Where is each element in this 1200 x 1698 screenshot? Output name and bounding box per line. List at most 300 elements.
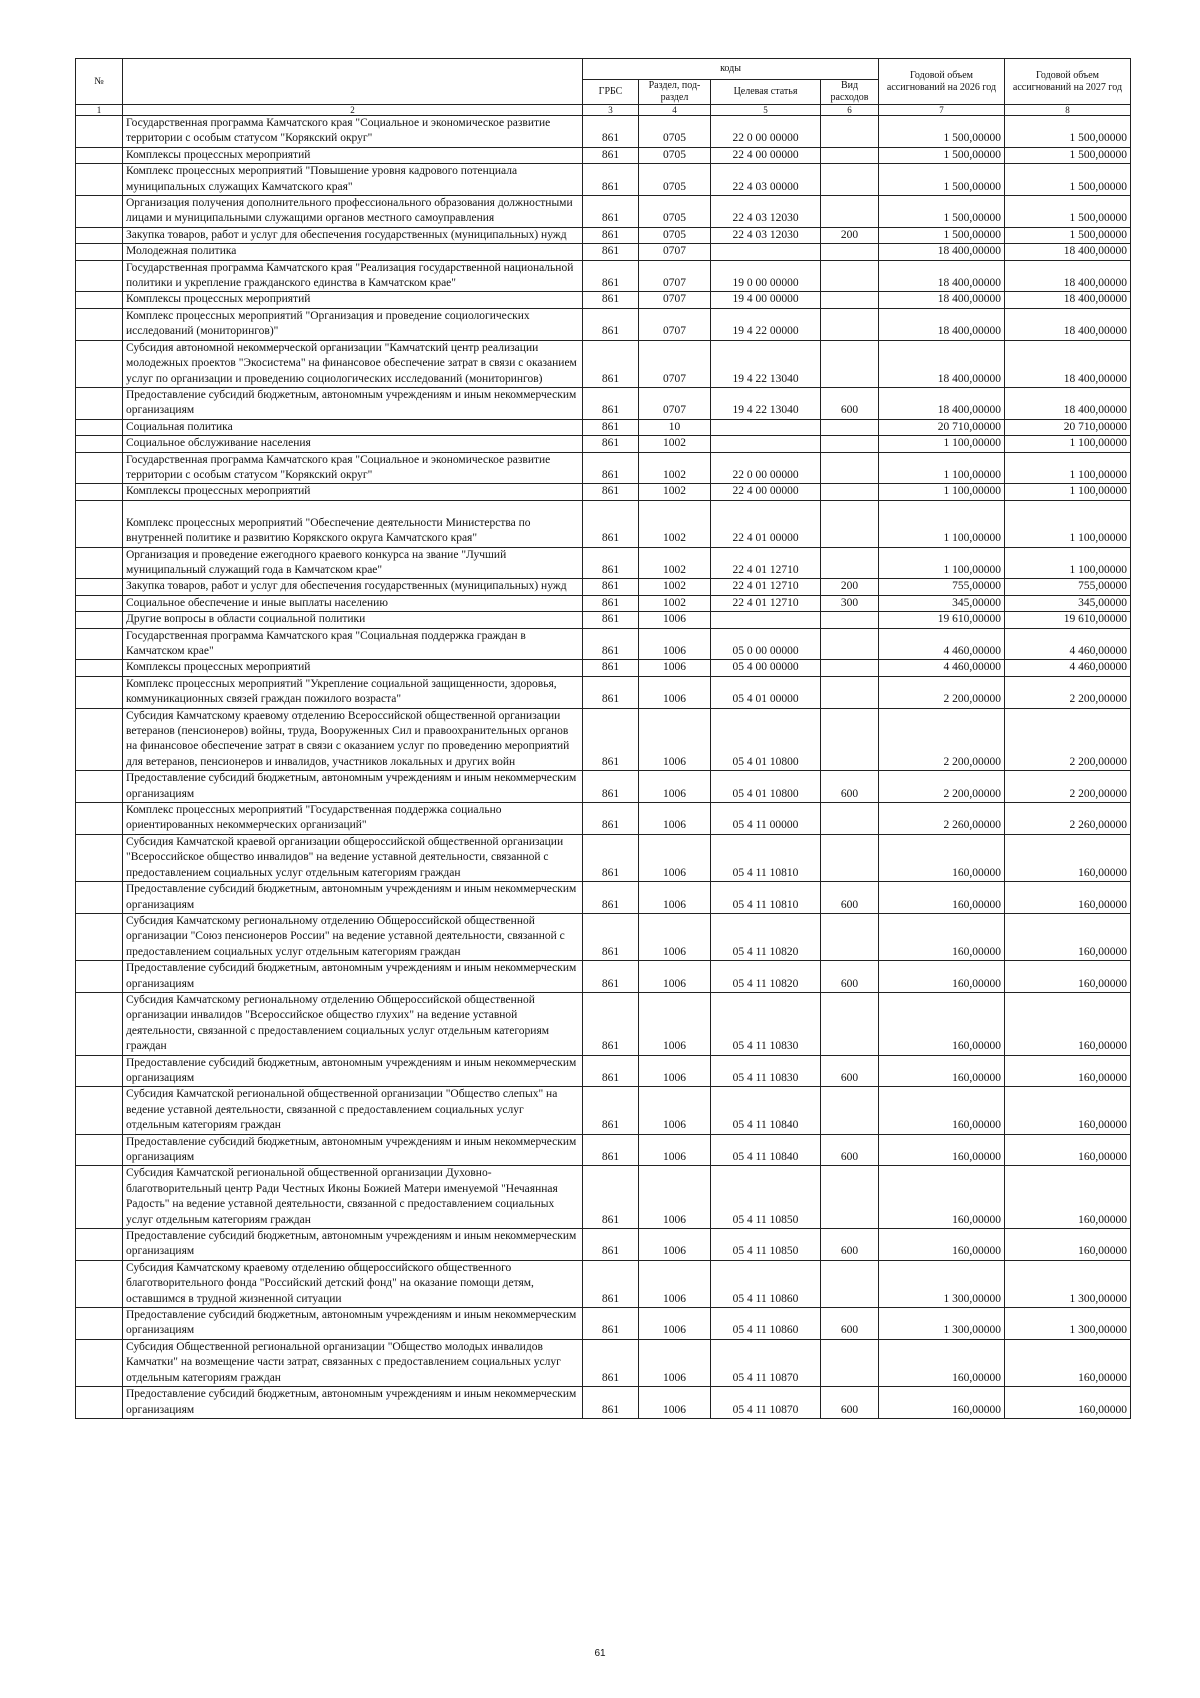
row-2027-cell: 160,00000	[1005, 1055, 1131, 1087]
row-2027-cell: 160,00000	[1005, 1229, 1131, 1261]
row-number-cell	[76, 1055, 123, 1087]
row-name-cell: Предоставление субсидий бюджетным, автономным учреждениям и иным некоммерческим организациям	[123, 387, 583, 419]
row-kind-cell: 300	[821, 595, 879, 611]
row-name-cell: Субсидия Камчатскому краевому отделению общероссийского общественного благотворительного фонда "Российский детский фонд" на оказание помощи детям, оставшимся в трудной жизненной ситуации	[123, 1260, 583, 1307]
table-row	[76, 196, 1131, 228]
row-target-cell: 22 4 00 00000	[711, 147, 821, 163]
table-row	[76, 1339, 1131, 1386]
row-target-cell: 05 4 11 10870	[711, 1339, 821, 1386]
row-section-cell: 1006	[639, 834, 711, 881]
row-2027-cell: 1 500,00000	[1005, 164, 1131, 196]
row-section-cell: 1006	[639, 628, 711, 660]
row-target-cell: 19 4 22 13040	[711, 387, 821, 419]
row-number-cell	[76, 116, 123, 148]
row-name-cell: Комплексы процессных мероприятий	[123, 292, 583, 308]
row-2027-cell: 2 200,00000	[1005, 771, 1131, 803]
row-target-cell: 19 0 00 00000	[711, 260, 821, 292]
row-number-cell	[76, 834, 123, 881]
row-2026-cell: 19 610,00000	[879, 612, 1005, 628]
page-number: 61	[594, 1648, 606, 1659]
row-2027-cell: 160,00000	[1005, 834, 1131, 881]
row-2026-cell: 18 400,00000	[879, 260, 1005, 292]
row-2026-cell: 4 460,00000	[879, 628, 1005, 660]
table-row	[76, 1055, 1131, 1087]
row-kind-cell	[821, 628, 879, 660]
row-number-cell	[76, 1339, 123, 1386]
row-target-cell: 05 4 11 10870	[711, 1387, 821, 1419]
row-grbs-cell: 861	[583, 196, 639, 228]
row-2026-cell: 160,00000	[879, 1339, 1005, 1386]
row-kind-cell	[821, 452, 879, 484]
row-grbs-cell: 861	[583, 882, 639, 914]
row-name-cell: Субсидия Камчатскому региональному отделению Общероссийской общественной организации инвалидов "Всероссийское общество глухих" на ведение уставной деятельности, связанной с предоставлением социальных услуг отдельным категориям граждан	[123, 992, 583, 1055]
row-2027-cell: 18 400,00000	[1005, 340, 1131, 387]
row-target-cell: 05 4 11 10850	[711, 1166, 821, 1229]
table-row	[76, 340, 1131, 387]
row-name-cell: Закупка товаров, работ и услуг для обеспечения государственных (муниципальных) нужд	[123, 579, 583, 595]
row-grbs-cell: 861	[583, 1308, 639, 1340]
row-kind-cell	[821, 244, 879, 260]
budget-allocation-table	[75, 58, 1131, 1419]
table-row	[76, 579, 1131, 595]
row-number-cell	[76, 227, 123, 243]
row-number-cell	[76, 628, 123, 660]
row-number-cell	[76, 147, 123, 163]
row-name-cell: Предоставление субсидий бюджетным, автономным учреждениям и иным некоммерческим организациям	[123, 961, 583, 993]
row-number-cell	[76, 708, 123, 771]
row-target-cell: 22 4 03 12030	[711, 227, 821, 243]
row-number-cell	[76, 660, 123, 676]
row-name-cell: Социальное обеспечение и иные выплаты населению	[123, 595, 583, 611]
header-name	[123, 59, 583, 105]
row-number-cell	[76, 1260, 123, 1307]
row-2027-cell: 20 710,00000	[1005, 419, 1131, 435]
header-kind: Вид расходов	[821, 80, 879, 105]
row-grbs-cell: 861	[583, 500, 639, 547]
row-section-cell: 1002	[639, 500, 711, 547]
row-2026-cell: 160,00000	[879, 1166, 1005, 1229]
row-target-cell: 22 4 00 00000	[711, 484, 821, 500]
row-target-cell	[711, 612, 821, 628]
row-target-cell: 05 4 01 00000	[711, 676, 821, 708]
row-grbs-cell: 861	[583, 308, 639, 340]
row-number-cell	[76, 1087, 123, 1134]
row-section-cell: 1002	[639, 579, 711, 595]
row-name-cell: Социальная политика	[123, 419, 583, 435]
table-row	[76, 676, 1131, 708]
row-grbs-cell: 861	[583, 1134, 639, 1166]
row-2026-cell: 160,00000	[879, 882, 1005, 914]
row-2026-cell: 1 100,00000	[879, 452, 1005, 484]
table-row	[76, 660, 1131, 676]
row-kind-cell	[821, 500, 879, 547]
row-grbs-cell: 861	[583, 913, 639, 960]
row-kind-cell	[821, 419, 879, 435]
row-section-cell: 1006	[639, 803, 711, 835]
row-2027-cell: 160,00000	[1005, 913, 1131, 960]
table-row	[76, 308, 1131, 340]
row-name-cell: Комплекс процессных мероприятий "Государственная поддержка социально ориентированных некоммерческих организаций"	[123, 803, 583, 835]
row-number-cell	[76, 452, 123, 484]
column-number: 5	[711, 105, 821, 116]
row-target-cell: 05 4 11 10840	[711, 1134, 821, 1166]
row-kind-cell	[821, 1087, 879, 1134]
row-2026-cell: 1 500,00000	[879, 196, 1005, 228]
row-grbs-cell: 861	[583, 164, 639, 196]
row-grbs-cell: 861	[583, 1087, 639, 1134]
table-row	[76, 961, 1131, 993]
row-section-cell: 1002	[639, 547, 711, 579]
row-grbs-cell: 861	[583, 452, 639, 484]
table-row	[76, 484, 1131, 500]
row-name-cell: Субсидия Камчатскому краевому отделению Всероссийской общественной организации ветеранов (пенсионеров) войны, труда, Вооруженных Сил и правоохранительных органов на финансовое обеспечение затрат в связи с оказанием услуг по проведению мероприятий для ветеранов, пенсионеров и инвалидов, участников локальных и других войн	[123, 708, 583, 771]
row-name-cell: Закупка товаров, работ и услуг для обеспечения государственных (муниципальных) нужд	[123, 227, 583, 243]
row-grbs-cell: 861	[583, 595, 639, 611]
row-number-cell	[76, 547, 123, 579]
row-target-cell: 05 4 11 10850	[711, 1229, 821, 1261]
column-number: 6	[821, 105, 879, 116]
header-number: №	[76, 59, 123, 105]
table-row	[76, 292, 1131, 308]
table-body	[76, 116, 1131, 1419]
row-2026-cell: 1 500,00000	[879, 227, 1005, 243]
row-name-cell: Предоставление субсидий бюджетным, автономным учреждениям и иным некоммерческим организациям	[123, 771, 583, 803]
row-grbs-cell: 861	[583, 708, 639, 771]
row-number-cell	[76, 803, 123, 835]
row-section-cell: 0705	[639, 196, 711, 228]
row-number-cell	[76, 196, 123, 228]
row-name-cell: Организация и проведение ежегодного краевого конкурса на звание "Лучший муниципальный служащий года в Камчатском крае"	[123, 547, 583, 579]
row-number-cell	[76, 419, 123, 435]
table-row	[76, 244, 1131, 260]
row-number-cell	[76, 387, 123, 419]
row-section-cell: 0705	[639, 116, 711, 148]
row-section-cell: 1006	[639, 1055, 711, 1087]
column-number: 1	[76, 105, 123, 116]
row-section-cell: 0705	[639, 147, 711, 163]
row-number-cell	[76, 913, 123, 960]
column-number: 3	[583, 105, 639, 116]
row-kind-cell	[821, 676, 879, 708]
row-grbs-cell: 861	[583, 227, 639, 243]
header-codes: коды	[583, 59, 879, 80]
row-2026-cell: 1 100,00000	[879, 436, 1005, 452]
row-kind-cell	[821, 1260, 879, 1307]
row-section-cell: 1006	[639, 1260, 711, 1307]
row-number-cell	[76, 771, 123, 803]
row-grbs-cell: 861	[583, 1055, 639, 1087]
row-target-cell: 19 4 22 00000	[711, 308, 821, 340]
row-grbs-cell: 861	[583, 1166, 639, 1229]
table-row	[76, 1308, 1131, 1340]
row-name-cell: Государственная программа Камчатского края "Социальное и экономическое развитие территории с особым статусом "Корякский округ"	[123, 452, 583, 484]
row-kind-cell	[821, 803, 879, 835]
row-2027-cell: 1 500,00000	[1005, 116, 1131, 148]
row-section-cell: 1002	[639, 595, 711, 611]
row-number-cell	[76, 1229, 123, 1261]
row-section-cell: 1006	[639, 961, 711, 993]
row-number-cell	[76, 992, 123, 1055]
table-row	[76, 1229, 1131, 1261]
row-2027-cell: 1 500,00000	[1005, 147, 1131, 163]
column-number: 8	[1005, 105, 1131, 116]
row-number-cell	[76, 1308, 123, 1340]
header-2026: Годовой объем ассигнований на 2026 год	[879, 59, 1005, 105]
table-row	[76, 419, 1131, 435]
table-row	[76, 116, 1131, 148]
table-row	[76, 1166, 1131, 1229]
row-target-cell: 05 4 11 10860	[711, 1308, 821, 1340]
row-2026-cell: 2 200,00000	[879, 708, 1005, 771]
row-grbs-cell: 861	[583, 1260, 639, 1307]
row-grbs-cell: 861	[583, 260, 639, 292]
row-number-cell	[76, 961, 123, 993]
row-section-cell: 1006	[639, 676, 711, 708]
row-section-cell: 1006	[639, 1308, 711, 1340]
row-2027-cell: 18 400,00000	[1005, 292, 1131, 308]
row-target-cell: 05 4 11 10810	[711, 834, 821, 881]
row-name-cell: Субсидия автономной некоммерческой организации "Камчатский центр реализации молодежных проектов "Экосистема" на финансовое обеспечение затрат в связи с оказанием услуг по организации и проведению социологических исследований (мониторингов)	[123, 340, 583, 387]
row-kind-cell	[821, 992, 879, 1055]
row-target-cell: 05 4 11 10840	[711, 1087, 821, 1134]
row-2026-cell: 20 710,00000	[879, 419, 1005, 435]
row-grbs-cell: 861	[583, 961, 639, 993]
column-number-row	[76, 105, 1131, 116]
row-name-cell: Комплекс процессных мероприятий "Повышение уровня кадрового потенциала муниципальных служащих Камчатского края"	[123, 164, 583, 196]
table-row	[76, 227, 1131, 243]
row-grbs-cell: 861	[583, 612, 639, 628]
header-grbs: ГРБС	[583, 80, 639, 105]
row-section-cell: 1006	[639, 612, 711, 628]
row-kind-cell	[821, 547, 879, 579]
row-kind-cell	[821, 484, 879, 500]
row-2026-cell: 160,00000	[879, 1087, 1005, 1134]
header-section: Раздел, под-раздел	[639, 80, 711, 105]
row-target-cell: 05 4 11 10820	[711, 961, 821, 993]
row-grbs-cell: 861	[583, 292, 639, 308]
row-grbs-cell: 861	[583, 387, 639, 419]
row-2026-cell: 1 500,00000	[879, 147, 1005, 163]
row-2026-cell: 1 100,00000	[879, 547, 1005, 579]
row-2026-cell: 18 400,00000	[879, 292, 1005, 308]
row-2027-cell: 2 200,00000	[1005, 708, 1131, 771]
row-2027-cell: 1 100,00000	[1005, 500, 1131, 547]
row-2026-cell: 2 200,00000	[879, 676, 1005, 708]
row-2027-cell: 4 460,00000	[1005, 660, 1131, 676]
table-row	[76, 436, 1131, 452]
row-name-cell: Молодежная политика	[123, 244, 583, 260]
row-grbs-cell: 861	[583, 1229, 639, 1261]
row-name-cell: Комплекс процессных мероприятий "Укрепление социальной защищенности, здоровья, коммуникационных связей граждан пожилого возраста"	[123, 676, 583, 708]
row-section-cell: 0707	[639, 387, 711, 419]
row-2026-cell: 18 400,00000	[879, 340, 1005, 387]
row-2026-cell: 160,00000	[879, 1055, 1005, 1087]
row-number-cell	[76, 436, 123, 452]
row-number-cell	[76, 676, 123, 708]
row-2027-cell: 160,00000	[1005, 1166, 1131, 1229]
table-row	[76, 834, 1131, 881]
row-2027-cell: 1 500,00000	[1005, 196, 1131, 228]
row-2026-cell: 160,00000	[879, 992, 1005, 1055]
table-row	[76, 452, 1131, 484]
row-target-cell	[711, 419, 821, 435]
row-name-cell: Субсидия Общественной региональной организации "Общество молодых инвалидов Камчатки" на возмещение части затрат, связанных с предоставлением социальных услуг отдельным категориям граждан	[123, 1339, 583, 1386]
row-2027-cell: 19 610,00000	[1005, 612, 1131, 628]
row-section-cell: 1006	[639, 660, 711, 676]
row-2026-cell: 160,00000	[879, 1387, 1005, 1419]
row-target-cell: 05 0 00 00000	[711, 628, 821, 660]
row-number-cell	[76, 164, 123, 196]
header-2027: Годовой объем ассигнований на 2027 год	[1005, 59, 1131, 105]
row-2027-cell: 160,00000	[1005, 1387, 1131, 1419]
row-name-cell: Комплексы процессных мероприятий	[123, 484, 583, 500]
row-kind-cell	[821, 164, 879, 196]
row-section-cell: 0707	[639, 244, 711, 260]
row-kind-cell	[821, 1339, 879, 1386]
row-section-cell: 1006	[639, 708, 711, 771]
row-target-cell: 05 4 01 10800	[711, 771, 821, 803]
row-target-cell: 22 4 01 12710	[711, 547, 821, 579]
row-name-cell: Предоставление субсидий бюджетным, автономным учреждениям и иным некоммерческим организациям	[123, 1387, 583, 1419]
row-section-cell: 0705	[639, 227, 711, 243]
row-grbs-cell: 861	[583, 834, 639, 881]
row-target-cell: 05 4 11 10810	[711, 882, 821, 914]
row-name-cell: Другие вопросы в области социальной политики	[123, 612, 583, 628]
row-2027-cell: 1 300,00000	[1005, 1260, 1131, 1307]
row-grbs-cell: 861	[583, 579, 639, 595]
row-2027-cell: 18 400,00000	[1005, 260, 1131, 292]
row-grbs-cell: 861	[583, 992, 639, 1055]
row-2026-cell: 1 100,00000	[879, 484, 1005, 500]
row-section-cell: 1006	[639, 913, 711, 960]
row-target-cell: 05 4 11 10820	[711, 913, 821, 960]
row-target-cell: 05 4 11 00000	[711, 803, 821, 835]
row-2027-cell: 1 300,00000	[1005, 1308, 1131, 1340]
row-grbs-cell: 861	[583, 1339, 639, 1386]
row-2026-cell: 755,00000	[879, 579, 1005, 595]
table-row	[76, 992, 1131, 1055]
row-kind-cell: 600	[821, 961, 879, 993]
table-row	[76, 803, 1131, 835]
row-grbs-cell: 861	[583, 340, 639, 387]
row-number-cell	[76, 484, 123, 500]
row-section-cell: 1002	[639, 484, 711, 500]
row-grbs-cell: 861	[583, 660, 639, 676]
row-number-cell	[76, 1387, 123, 1419]
row-kind-cell	[821, 196, 879, 228]
row-2026-cell: 160,00000	[879, 1229, 1005, 1261]
row-2026-cell: 160,00000	[879, 834, 1005, 881]
row-2027-cell: 160,00000	[1005, 961, 1131, 993]
row-name-cell: Государственная программа Камчатского края "Социальная поддержка граждан в Камчатском крае"	[123, 628, 583, 660]
row-kind-cell	[821, 1166, 879, 1229]
table-row	[76, 387, 1131, 419]
row-kind-cell	[821, 260, 879, 292]
row-grbs-cell: 861	[583, 547, 639, 579]
row-number-cell	[76, 500, 123, 547]
row-section-cell: 1006	[639, 1229, 711, 1261]
column-number: 4	[639, 105, 711, 116]
row-number-cell	[76, 244, 123, 260]
row-2027-cell: 160,00000	[1005, 1339, 1131, 1386]
row-kind-cell	[821, 147, 879, 163]
row-grbs-cell: 861	[583, 116, 639, 148]
row-kind-cell: 600	[821, 882, 879, 914]
row-target-cell: 22 0 00 00000	[711, 116, 821, 148]
row-grbs-cell: 861	[583, 676, 639, 708]
row-kind-cell	[821, 913, 879, 960]
row-section-cell: 0707	[639, 340, 711, 387]
row-kind-cell	[821, 708, 879, 771]
row-2026-cell: 160,00000	[879, 913, 1005, 960]
row-grbs-cell: 861	[583, 803, 639, 835]
row-kind-cell: 200	[821, 579, 879, 595]
row-number-cell	[76, 340, 123, 387]
row-kind-cell: 600	[821, 1229, 879, 1261]
header-target: Целевая статья	[711, 80, 821, 105]
row-name-cell: Предоставление субсидий бюджетным, автономным учреждениям и иным некоммерческим организациям	[123, 1055, 583, 1087]
row-section-cell: 0707	[639, 260, 711, 292]
row-name-cell: Предоставление субсидий бюджетным, автономным учреждениям и иным некоммерческим организациям	[123, 882, 583, 914]
row-name-cell: Предоставление субсидий бюджетным, автономным учреждениям и иным некоммерческим организациям	[123, 1229, 583, 1261]
table-row	[76, 771, 1131, 803]
row-target-cell: 19 4 00 00000	[711, 292, 821, 308]
row-2027-cell: 160,00000	[1005, 1134, 1131, 1166]
row-2026-cell: 1 500,00000	[879, 164, 1005, 196]
budget-table-sheet	[75, 58, 1130, 1419]
row-name-cell: Субсидия Камчатской региональной общественной организации "Общество слепых" на ведение уставной деятельности, связанной с предоставлением социальных услуг отдельным категориям граждан	[123, 1087, 583, 1134]
table-row	[76, 882, 1131, 914]
table-row	[76, 595, 1131, 611]
row-name-cell: Комплексы процессных мероприятий	[123, 660, 583, 676]
row-number-cell	[76, 612, 123, 628]
row-2027-cell: 1 100,00000	[1005, 436, 1131, 452]
row-kind-cell: 200	[821, 227, 879, 243]
row-section-cell: 1006	[639, 1087, 711, 1134]
row-2027-cell: 2 200,00000	[1005, 676, 1131, 708]
table-header	[76, 59, 1131, 116]
row-target-cell: 19 4 22 13040	[711, 340, 821, 387]
row-number-cell	[76, 1134, 123, 1166]
row-grbs-cell: 861	[583, 419, 639, 435]
row-section-cell: 0707	[639, 292, 711, 308]
row-grbs-cell: 861	[583, 771, 639, 803]
row-section-cell: 0707	[639, 308, 711, 340]
row-2027-cell: 18 400,00000	[1005, 387, 1131, 419]
row-2026-cell: 1 300,00000	[879, 1260, 1005, 1307]
row-2027-cell: 1 500,00000	[1005, 227, 1131, 243]
row-2027-cell: 755,00000	[1005, 579, 1131, 595]
row-2026-cell: 18 400,00000	[879, 244, 1005, 260]
row-2027-cell: 18 400,00000	[1005, 244, 1131, 260]
column-number: 7	[879, 105, 1005, 116]
row-section-cell: 10	[639, 419, 711, 435]
column-number: 2	[123, 105, 583, 116]
row-grbs-cell: 861	[583, 1387, 639, 1419]
row-2027-cell: 345,00000	[1005, 595, 1131, 611]
row-2026-cell: 18 400,00000	[879, 308, 1005, 340]
row-section-cell: 1006	[639, 1166, 711, 1229]
row-name-cell: Субсидия Камчатской краевой организации общероссийской общественной организации "Всероссийское общество инвалидов" на ведение уставной деятельности, связанной с предоставлением социальных услуг отдельным категориям граждан	[123, 834, 583, 881]
row-kind-cell	[821, 116, 879, 148]
row-name-cell: Комплексы процессных мероприятий	[123, 147, 583, 163]
table-row	[76, 913, 1131, 960]
row-kind-cell	[821, 292, 879, 308]
row-2027-cell: 4 460,00000	[1005, 628, 1131, 660]
row-section-cell: 1002	[639, 436, 711, 452]
row-target-cell: 05 4 01 10800	[711, 708, 821, 771]
row-target-cell: 05 4 11 10860	[711, 1260, 821, 1307]
